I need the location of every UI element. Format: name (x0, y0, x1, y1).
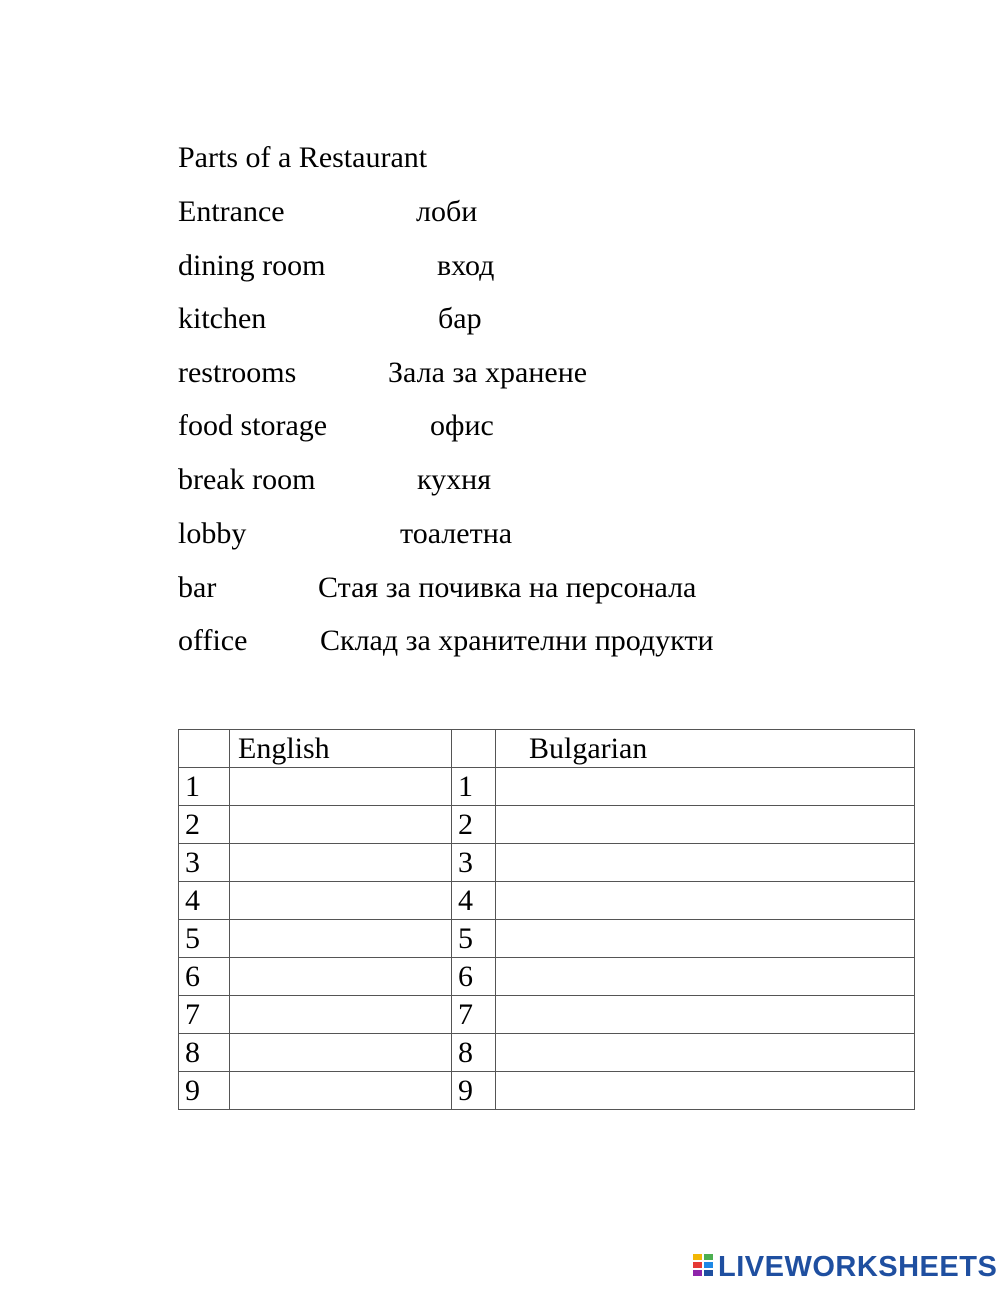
bulgarian-answer-cell[interactable] (496, 996, 915, 1034)
bulgarian-word: офис (430, 409, 494, 442)
english-word: lobby (178, 517, 247, 550)
bulgarian-answer-cell[interactable] (496, 806, 915, 844)
bulgarian-answer-cell[interactable] (496, 1072, 915, 1110)
bulgarian-word: тоалетна (400, 517, 513, 550)
english-word: dining room (178, 249, 326, 282)
english-answer-cell[interactable] (230, 1034, 452, 1072)
liveworksheets-brand (692, 1252, 997, 1282)
bulgarian-word: Зала за хранене (388, 356, 588, 389)
english-answer-cell[interactable] (230, 958, 452, 996)
table-row (179, 1034, 915, 1072)
table-row (179, 1072, 915, 1110)
english-answer-cell[interactable] (230, 920, 452, 958)
worksheet-title: Parts of a Restaurant (178, 141, 428, 174)
bulgarian-answer-cell[interactable] (496, 958, 915, 996)
english-word: kitchen (178, 302, 267, 335)
bulgarian-answer-cell[interactable] (496, 844, 915, 882)
english-word: restrooms (178, 356, 297, 389)
table-header-row (179, 730, 915, 768)
english-word: bar (178, 571, 217, 604)
row-number: 4 (179, 882, 230, 920)
brand-name: LIVEWORKSHEETS (718, 1251, 998, 1283)
bulgarian-answer-cell[interactable] (496, 920, 915, 958)
header-empty-cell (179, 730, 230, 768)
english-answer-cell[interactable] (230, 1072, 452, 1110)
english-word: food storage (178, 409, 328, 442)
table-row (179, 768, 915, 806)
english-answer-cell[interactable] (230, 844, 452, 882)
english-answer-cell[interactable] (230, 996, 452, 1034)
row-number: 1 (179, 768, 230, 806)
row-number: 5 (452, 920, 496, 958)
bulgarian-word: бар (438, 302, 482, 335)
row-number: 2 (179, 806, 230, 844)
row-number: 8 (179, 1034, 230, 1072)
bulgarian-word: Стая за почивка на персонала (318, 571, 697, 604)
table-row (179, 882, 915, 920)
bulgarian-answer-cell[interactable] (496, 768, 915, 806)
table-row (179, 920, 915, 958)
row-number: 4 (452, 882, 496, 920)
table-row (179, 996, 915, 1034)
row-number: 3 (179, 844, 230, 882)
row-number: 5 (179, 920, 230, 958)
row-number: 6 (179, 958, 230, 996)
bulgarian-answer-cell[interactable] (496, 1034, 915, 1072)
bulgarian-word: кухня (417, 463, 492, 496)
table-row (179, 844, 915, 882)
bulgarian-word: Склад за хранителни продукти (320, 624, 714, 657)
row-number: 7 (179, 996, 230, 1034)
table-row (179, 806, 915, 844)
row-number: 3 (452, 844, 496, 882)
bulgarian-word: вход (437, 249, 495, 282)
header-bulgarian: Bulgarian (496, 730, 915, 768)
english-answer-cell[interactable] (230, 882, 452, 920)
row-number: 9 (452, 1072, 496, 1110)
english-answer-cell[interactable] (230, 768, 452, 806)
english-word: break room (178, 463, 316, 496)
answer-table (178, 729, 915, 1110)
english-word: Entrance (178, 195, 285, 228)
liveworksheets-logo-icon (692, 1252, 714, 1282)
row-number: 9 (179, 1072, 230, 1110)
header-english: English (230, 730, 452, 768)
row-number: 6 (452, 958, 496, 996)
english-answer-cell[interactable] (230, 806, 452, 844)
row-number: 7 (452, 996, 496, 1034)
header-empty-cell (452, 730, 496, 768)
row-number: 8 (452, 1034, 496, 1072)
bulgarian-answer-cell[interactable] (496, 882, 915, 920)
table-row (179, 958, 915, 996)
english-word: office (178, 624, 248, 657)
row-number: 2 (452, 806, 496, 844)
row-number: 1 (452, 768, 496, 806)
bulgarian-word: лоби (416, 195, 478, 228)
